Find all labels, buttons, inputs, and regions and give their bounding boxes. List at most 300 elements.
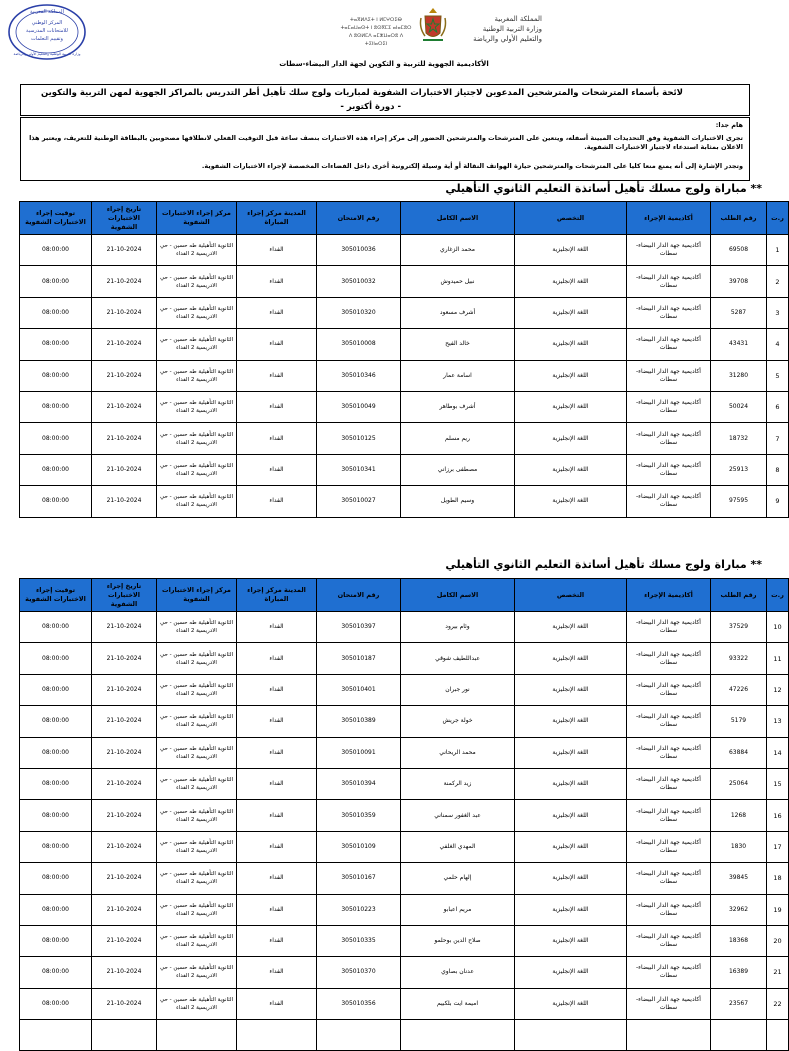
cell-academy: أكاديمية جهة الدار البيضاء- سطات <box>627 863 711 894</box>
stamp-line5: وزارة التربية الوطنية والتعليم الأولي والرياضة <box>13 52 81 56</box>
cell-specialty: اللغة الإنجليزية <box>515 360 627 391</box>
cell-rank: 11 <box>767 643 789 674</box>
table-row <box>20 894 789 925</box>
cell-city: الفداء <box>237 988 317 1019</box>
cell-oral-time: 08:00:00 <box>20 768 92 799</box>
cell-specialty: اللغة الإنجليزية <box>515 643 627 674</box>
cell-request-number <box>711 1020 767 1051</box>
cell-rank: 5 <box>767 360 789 391</box>
cell-full-name: نور جبران <box>401 674 515 705</box>
table-row <box>20 612 789 643</box>
table-row <box>20 674 789 705</box>
cell-oral-date: 21-10-2024 <box>92 297 157 328</box>
cell-rank: 17 <box>767 831 789 862</box>
cell-city: الفداء <box>237 612 317 643</box>
cell-academy: أكاديمية جهة الدار البيضاء- سطات <box>627 360 711 391</box>
cell-oral-time: 08:00:00 <box>20 706 92 737</box>
cell-oral-time: 08:00:00 <box>20 674 92 705</box>
table-row <box>20 297 789 328</box>
cell-oral-date: 21-10-2024 <box>92 988 157 1019</box>
cell-academy: أكاديمية جهة الدار البيضاء- سطات <box>627 706 711 737</box>
cell-specialty: اللغة الإنجليزية <box>515 800 627 831</box>
cell-city: الفداء <box>237 266 317 297</box>
cell-exam-number: 305010335 <box>317 925 401 956</box>
cell-oral-center <box>157 1020 237 1051</box>
cell-full-name: صلاح الدين بوحلمو <box>401 925 515 956</box>
cell-academy: أكاديمية جهة الدار البيضاء- سطات <box>627 768 711 799</box>
note-paragraph-1: تجرى الاختبارات الشفوية وفق التحديدات المبينة أسفله، ويتعين على المترشحات والمترشحين الحضور إلى مركز إجراء هذه الاختبارات بنصف ساعة قبل التوقيت الفعلي لانطلاقها مصحوبين بالبطاقة الوطنية للتعريف، ويعتبر هذا الاعلان بمثابة استدعاء لاجتياز الاختبارات الشفوية. <box>29 134 743 151</box>
cell-full-name: المهدي الغلفي <box>401 831 515 862</box>
cell-oral-date <box>92 1020 157 1051</box>
cell-oral-center: الثانوية التأهيلية طه حسين - حي الادريسية 2 الفداء <box>157 925 237 956</box>
cell-exam-number: 305010356 <box>317 988 401 1019</box>
cell-rank <box>767 1020 789 1051</box>
table-row <box>20 266 789 297</box>
arabic-line1: المملكة المغربية <box>494 15 542 23</box>
cell-request-number: 37529 <box>711 612 767 643</box>
column-header: تاريخ إجراء الاختبارات الشفوية <box>92 579 157 612</box>
cell-oral-center: الثانوية التأهيلية طه حسين - حي الادريسية 2 الفداء <box>157 800 237 831</box>
logo-arabic <box>452 14 542 44</box>
cell-rank: 6 <box>767 391 789 422</box>
cell-oral-date: 21-10-2024 <box>92 894 157 925</box>
cell-exam-number: 305010401 <box>317 674 401 705</box>
cell-full-name: عدنان بصاوي <box>401 957 515 988</box>
cell-oral-time: 08:00:00 <box>20 831 92 862</box>
cell-specialty: اللغة الإنجليزية <box>515 894 627 925</box>
cell-exam-number: 305010397 <box>317 612 401 643</box>
cell-specialty: اللغة الإنجليزية <box>515 612 627 643</box>
cell-oral-date: 21-10-2024 <box>92 235 157 266</box>
cell-full-name: خولة جريش <box>401 706 515 737</box>
column-header: ر.ت <box>767 202 789 235</box>
cell-request-number: 93322 <box>711 643 767 674</box>
cell-full-name: محمد الزغاري <box>401 235 515 266</box>
cell-request-number: 5179 <box>711 706 767 737</box>
cell-oral-time: 08:00:00 <box>20 297 92 328</box>
cell-specialty: اللغة الإنجليزية <box>515 266 627 297</box>
cell-oral-center: الثانوية التأهيلية طه حسين - حي الادريسية 2 الفداء <box>157 423 237 454</box>
cell-oral-date: 21-10-2024 <box>92 423 157 454</box>
cell-exam-number: 305010223 <box>317 894 401 925</box>
cell-exam-number: 305010394 <box>317 768 401 799</box>
column-header: مركز إجراء الاختبارات الشفوية <box>157 579 237 612</box>
cell-exam-number: 305010091 <box>317 737 401 768</box>
cell-request-number: 25064 <box>711 768 767 799</box>
cell-oral-center: الثانوية التأهيلية طه حسين - حي الادريسية 2 الفداء <box>157 643 237 674</box>
cell-academy <box>627 1020 711 1051</box>
tifinagh-line1: ⵜⴰⴳⵍⴷⵉⵜ ⵏ ⵍⵎⵖⵔⵉⴱ <box>350 17 402 23</box>
cell-specialty: اللغة الإنجليزية <box>515 863 627 894</box>
cell-rank: 22 <box>767 988 789 1019</box>
cell-specialty: اللغة الإنجليزية <box>515 391 627 422</box>
cell-request-number: 5287 <box>711 297 767 328</box>
cell-oral-center: الثانوية التأهيلية طه حسين - حي الادريسية 2 الفداء <box>157 831 237 862</box>
cell-city: الفداء <box>237 768 317 799</box>
cell-oral-date: 21-10-2024 <box>92 831 157 862</box>
cell-rank: 14 <box>767 737 789 768</box>
stamp-line3: للامتحانات المدرسية <box>26 28 68 34</box>
cell-city: الفداء <box>237 297 317 328</box>
logo-tifinagh <box>340 16 412 48</box>
cell-academy: أكاديمية جهة الدار البيضاء- سطات <box>627 925 711 956</box>
column-header: رقم الامتحان <box>317 579 401 612</box>
cell-exam-number: 305010359 <box>317 800 401 831</box>
cell-academy: أكاديمية جهة الدار البيضاء- سطات <box>627 957 711 988</box>
cell-specialty: اللغة الإنجليزية <box>515 706 627 737</box>
cell-oral-center: الثانوية التأهيلية طه حسين - حي الادريسية 2 الفداء <box>157 454 237 485</box>
cell-specialty: اللغة الإنجليزية <box>515 957 627 988</box>
cell-oral-date: 21-10-2024 <box>92 800 157 831</box>
cell-oral-time: 08:00:00 <box>20 454 92 485</box>
section-title-2: ** مباراة ولوج مسلك تأهيل أساتذة التعليم الثانوي التأهيلي <box>445 558 762 571</box>
cell-rank: 13 <box>767 706 789 737</box>
cell-full-name: عبد الغفور سمناني <box>401 800 515 831</box>
column-header: الاسم الكامل <box>401 579 515 612</box>
cell-full-name: محمد الريحاني <box>401 737 515 768</box>
table-header-row <box>20 202 789 235</box>
cell-oral-date: 21-10-2024 <box>92 863 157 894</box>
cell-oral-time: 08:00:00 <box>20 643 92 674</box>
column-header: التخصص <box>515 202 627 235</box>
cell-city: الفداء <box>237 454 317 485</box>
stamp-line1: المملكة المغربية <box>30 9 64 15</box>
document-title: لائحة بأسماء المترشحات والمترشحين المدعوين لاجتياز الاختبارات الشفوية لمباريات ولوج سلك تأهيل أطر التدريس بالمراكز الجهوية لمهن التربية والتكوين <box>40 88 683 98</box>
cell-oral-date: 21-10-2024 <box>92 674 157 705</box>
cell-full-name: وسيم الطويل <box>401 486 515 517</box>
cell-city <box>237 1020 317 1051</box>
table-row <box>20 329 789 360</box>
cell-oral-center: الثانوية التأهيلية طه حسين - حي الادريسية 2 الفداء <box>157 391 237 422</box>
table-row <box>20 486 789 517</box>
cell-oral-time: 08:00:00 <box>20 863 92 894</box>
cell-specialty: اللغة الإنجليزية <box>515 768 627 799</box>
cell-oral-time: 08:00:00 <box>20 612 92 643</box>
cell-full-name: إلهام حلمي <box>401 863 515 894</box>
cell-exam-number: 305010125 <box>317 423 401 454</box>
candidates-table-1 <box>19 201 789 518</box>
table-row <box>20 423 789 454</box>
table-row <box>20 957 789 988</box>
cell-request-number: 43431 <box>711 329 767 360</box>
cell-oral-center: الثانوية التأهيلية طه حسين - حي الادريسية 2 الفداء <box>157 674 237 705</box>
cell-specialty: اللغة الإنجليزية <box>515 486 627 517</box>
cell-oral-date: 21-10-2024 <box>92 454 157 485</box>
cell-oral-time <box>20 1020 92 1051</box>
cell-full-name: وئام بيرود <box>401 612 515 643</box>
cell-request-number: 18732 <box>711 423 767 454</box>
cell-city: الفداء <box>237 800 317 831</box>
cell-city: الفداء <box>237 894 317 925</box>
cell-oral-time: 08:00:00 <box>20 800 92 831</box>
cell-academy: أكاديمية جهة الدار البيضاء- سطات <box>627 643 711 674</box>
cell-rank: 9 <box>767 486 789 517</box>
cell-city: الفداء <box>237 957 317 988</box>
cell-oral-date: 21-10-2024 <box>92 706 157 737</box>
important-note <box>20 117 750 181</box>
cell-academy: أكاديمية جهة الدار البيضاء- سطات <box>627 329 711 360</box>
cell-academy: أكاديمية جهة الدار البيضاء- سطات <box>627 674 711 705</box>
cell-oral-center: الثانوية التأهيلية طه حسين - حي الادريسية 2 الفداء <box>157 957 237 988</box>
column-header: التخصص <box>515 579 627 612</box>
table-row <box>20 391 789 422</box>
cell-city: الفداء <box>237 674 317 705</box>
cell-oral-center: الثانوية التأهيلية طه حسين - حي الادريسية 2 الفداء <box>157 612 237 643</box>
cell-exam-number: 305010036 <box>317 235 401 266</box>
cell-oral-center: الثانوية التأهيلية طه حسين - حي الادريسية 2 الفداء <box>157 235 237 266</box>
academy-line: الأكاديمية الجهوية للتربية و التكوين لجهة الدار البيضاء-سطات <box>279 60 489 68</box>
cell-rank: 12 <box>767 674 789 705</box>
cell-exam-number: 305010320 <box>317 297 401 328</box>
cell-oral-time: 08:00:00 <box>20 423 92 454</box>
section-title-1: ** مباراة ولوج مسلك تأهيل أساتذة التعليم الثانوي التأهيلي <box>445 182 762 195</box>
cell-full-name: اسامة عمار <box>401 360 515 391</box>
column-header: توقيت إجراء الاختبارات الشفوية <box>20 202 92 235</box>
cell-full-name: عبداللطيف شوقي <box>401 643 515 674</box>
table-row <box>20 737 789 768</box>
cell-oral-center: الثانوية التأهيلية طه حسين - حي الادريسية 2 الفداء <box>157 266 237 297</box>
cell-exam-number: 305010032 <box>317 266 401 297</box>
coat-of-arms-icon <box>418 6 448 46</box>
cell-rank: 8 <box>767 454 789 485</box>
cell-city: الفداء <box>237 706 317 737</box>
cell-rank: 20 <box>767 925 789 956</box>
document-title-box <box>20 84 750 116</box>
cell-full-name: أشرف مسعود <box>401 297 515 328</box>
cell-specialty: اللغة الإنجليزية <box>515 329 627 360</box>
cell-city: الفداء <box>237 235 317 266</box>
cell-oral-center: الثانوية التأهيلية طه حسين - حي الادريسية 2 الفداء <box>157 360 237 391</box>
cell-request-number: 18368 <box>711 925 767 956</box>
tifinagh-line3: ⴷ ⵓⵙⵍⵎⴷ ⴰⵎⵣⵡⴰⵔⵓ ⴷ ⵜⵉⵏⵏⴰⵔⵉⵏ <box>348 33 404 47</box>
cell-rank: 7 <box>767 423 789 454</box>
cell-oral-time: 08:00:00 <box>20 329 92 360</box>
cell-city: الفداء <box>237 391 317 422</box>
cell-rank: 4 <box>767 329 789 360</box>
arabic-line2: وزارة التربية الوطنية <box>482 25 542 33</box>
cell-oral-center: الثانوية التأهيلية طه حسين - حي الادريسية 2 الفداء <box>157 894 237 925</box>
cell-city: الفداء <box>237 643 317 674</box>
cell-full-name: أشرف بوطاهر <box>401 391 515 422</box>
column-header: المدينة مركز إجراء المباراة <box>237 579 317 612</box>
cell-rank: 3 <box>767 297 789 328</box>
table-row <box>20 454 789 485</box>
table-row <box>20 800 789 831</box>
cell-oral-center: الثانوية التأهيلية طه حسين - حي الادريسية 2 الفداء <box>157 988 237 1019</box>
cell-oral-center: الثانوية التأهيلية طه حسين - حي الادريسية 2 الفداء <box>157 706 237 737</box>
cell-oral-time: 08:00:00 <box>20 925 92 956</box>
column-header: توقيت إجراء الاختبارات الشفوية <box>20 579 92 612</box>
cell-city: الفداء <box>237 329 317 360</box>
cell-oral-date: 21-10-2024 <box>92 266 157 297</box>
cell-specialty <box>515 1020 627 1051</box>
cell-exam-number: 305010027 <box>317 486 401 517</box>
cell-academy: أكاديمية جهة الدار البيضاء- سطات <box>627 894 711 925</box>
column-header: ر.ت <box>767 579 789 612</box>
cell-full-name <box>401 1020 515 1051</box>
cell-specialty: اللغة الإنجليزية <box>515 988 627 1019</box>
table-row <box>20 1020 789 1051</box>
column-header: أكاديمية الإجراء <box>627 202 711 235</box>
cell-academy: أكاديمية جهة الدار البيضاء- سطات <box>627 486 711 517</box>
cell-oral-date: 21-10-2024 <box>92 486 157 517</box>
cell-oral-center: الثانوية التأهيلية طه حسين - حي الادريسية 2 الفداء <box>157 863 237 894</box>
cell-request-number: 1268 <box>711 800 767 831</box>
cell-academy: أكاديمية جهة الدار البيضاء- سطات <box>627 391 711 422</box>
cell-exam-number <box>317 1020 401 1051</box>
cell-rank: 15 <box>767 768 789 799</box>
cell-full-name: خالد الفيح <box>401 329 515 360</box>
table-header-row <box>20 579 789 612</box>
cell-oral-time: 08:00:00 <box>20 486 92 517</box>
note-paragraph-2: وتجدر الإشارة إلى أنه يمنع منعا كليا على المترشحات والمترشحين حيازة الهواتف النقالة أو أية وسيلة إلكترونية أخرى داخل الفضاءات المخصصة لإجراء الاختبارات الشفوية. <box>201 162 743 170</box>
cell-full-name: اميمة ايت بلكبيم <box>401 988 515 1019</box>
cell-specialty: اللغة الإنجليزية <box>515 423 627 454</box>
cell-academy: أكاديمية جهة الدار البيضاء- سطات <box>627 800 711 831</box>
cell-city: الفداء <box>237 925 317 956</box>
cell-rank: 18 <box>767 863 789 894</box>
cell-full-name: نبيل حميدوش <box>401 266 515 297</box>
cell-exam-number: 305010346 <box>317 360 401 391</box>
cell-exam-number: 305010341 <box>317 454 401 485</box>
table-row <box>20 988 789 1019</box>
cell-oral-time: 08:00:00 <box>20 391 92 422</box>
candidates-table-2 <box>19 578 789 1051</box>
official-stamp <box>6 2 88 62</box>
cell-request-number: 97595 <box>711 486 767 517</box>
cell-exam-number: 305010370 <box>317 957 401 988</box>
cell-full-name: ريم مسلم <box>401 423 515 454</box>
cell-oral-time: 08:00:00 <box>20 988 92 1019</box>
cell-request-number: 69508 <box>711 235 767 266</box>
cell-specialty: اللغة الإنجليزية <box>515 925 627 956</box>
cell-exam-number: 305010109 <box>317 831 401 862</box>
cell-academy: أكاديمية جهة الدار البيضاء- سطات <box>627 988 711 1019</box>
cell-exam-number: 305010187 <box>317 643 401 674</box>
table-row <box>20 768 789 799</box>
cell-request-number: 31280 <box>711 360 767 391</box>
cell-request-number: 47226 <box>711 674 767 705</box>
cell-oral-date: 21-10-2024 <box>92 957 157 988</box>
cell-specialty: اللغة الإنجليزية <box>515 674 627 705</box>
cell-request-number: 1830 <box>711 831 767 862</box>
column-header: المدينة مركز إجراء المباراة <box>237 202 317 235</box>
cell-oral-center: الثانوية التأهيلية طه حسين - حي الادريسية 2 الفداء <box>157 486 237 517</box>
cell-request-number: 50024 <box>711 391 767 422</box>
table-row <box>20 925 789 956</box>
cell-request-number: 39845 <box>711 863 767 894</box>
cell-specialty: اللغة الإنجليزية <box>515 737 627 768</box>
cell-oral-time: 08:00:00 <box>20 894 92 925</box>
cell-oral-time: 08:00:00 <box>20 737 92 768</box>
cell-oral-time: 08:00:00 <box>20 235 92 266</box>
table-row <box>20 360 789 391</box>
cell-request-number: 32962 <box>711 894 767 925</box>
cell-exam-number: 305010008 <box>317 329 401 360</box>
cell-city: الفداء <box>237 423 317 454</box>
table-row <box>20 706 789 737</box>
cell-oral-date: 21-10-2024 <box>92 737 157 768</box>
cell-rank: 1 <box>767 235 789 266</box>
tifinagh-line2: ⵜⴰⵎⴰⵡⴰⵙⵜ ⵏ ⵓⵙⴳⵎⵉ ⴰⵏⴰⵎⵓⵔ <box>340 25 412 31</box>
cell-academy: أكاديمية جهة الدار البيضاء- سطات <box>627 423 711 454</box>
cell-oral-date: 21-10-2024 <box>92 391 157 422</box>
cell-full-name: مريم اعبابو <box>401 894 515 925</box>
cell-exam-number: 305010049 <box>317 391 401 422</box>
cell-rank: 2 <box>767 266 789 297</box>
cell-oral-center: الثانوية التأهيلية طه حسين - حي الادريسية 2 الفداء <box>157 768 237 799</box>
ministry-logo <box>340 6 590 56</box>
cell-specialty: اللغة الإنجليزية <box>515 454 627 485</box>
column-header: الاسم الكامل <box>401 202 515 235</box>
cell-academy: أكاديمية جهة الدار البيضاء- سطات <box>627 235 711 266</box>
cell-city: الفداء <box>237 486 317 517</box>
column-header: مركز إجراء الاختبارات الشفوية <box>157 202 237 235</box>
cell-rank: 19 <box>767 894 789 925</box>
arabic-line3: والتعليم الأولي والرياضة <box>473 35 542 43</box>
table-row <box>20 863 789 894</box>
cell-oral-date: 21-10-2024 <box>92 612 157 643</box>
cell-academy: أكاديمية جهة الدار البيضاء- سطات <box>627 266 711 297</box>
table-row <box>20 643 789 674</box>
cell-oral-date: 21-10-2024 <box>92 329 157 360</box>
cell-request-number: 23567 <box>711 988 767 1019</box>
cell-specialty: اللغة الإنجليزية <box>515 831 627 862</box>
cell-oral-time: 08:00:00 <box>20 266 92 297</box>
cell-rank: 21 <box>767 957 789 988</box>
cell-city: الفداء <box>237 863 317 894</box>
table-row <box>20 831 789 862</box>
cell-rank: 16 <box>767 800 789 831</box>
cell-oral-time: 08:00:00 <box>20 957 92 988</box>
cell-academy: أكاديمية جهة الدار البيضاء- سطات <box>627 831 711 862</box>
cell-oral-center: الثانوية التأهيلية طه حسين - حي الادريسية 2 الفداء <box>157 297 237 328</box>
note-heading: هام جدا: <box>715 121 743 129</box>
cell-academy: أكاديمية جهة الدار البيضاء- سطات <box>627 297 711 328</box>
column-header: تاريخ إجراء الاختبارات الشفوية <box>92 202 157 235</box>
column-header: رقم الامتحان <box>317 202 401 235</box>
cell-city: الفداء <box>237 831 317 862</box>
cell-oral-date: 21-10-2024 <box>92 360 157 391</box>
cell-academy: أكاديمية جهة الدار البيضاء- سطات <box>627 612 711 643</box>
cell-specialty: اللغة الإنجليزية <box>515 297 627 328</box>
cell-rank: 10 <box>767 612 789 643</box>
cell-academy: أكاديمية جهة الدار البيضاء- سطات <box>627 454 711 485</box>
cell-specialty: اللغة الإنجليزية <box>515 235 627 266</box>
cell-city: الفداء <box>237 360 317 391</box>
cell-request-number: 16389 <box>711 957 767 988</box>
cell-oral-date: 21-10-2024 <box>92 925 157 956</box>
cell-full-name: زيد الركمنة <box>401 768 515 799</box>
cell-request-number: 63884 <box>711 737 767 768</box>
cell-oral-center: الثانوية التأهيلية طه حسين - حي الادريسية 2 الفداء <box>157 329 237 360</box>
cell-exam-number: 305010167 <box>317 863 401 894</box>
cell-oral-date: 21-10-2024 <box>92 768 157 799</box>
cell-oral-date: 21-10-2024 <box>92 643 157 674</box>
table-row <box>20 235 789 266</box>
document-session: - دورة أكتوبر - <box>340 102 401 112</box>
cell-oral-time: 08:00:00 <box>20 360 92 391</box>
stamp-line4: وتقييم التعلمات <box>31 36 63 42</box>
cell-oral-center: الثانوية التأهيلية طه حسين - حي الادريسية 2 الفداء <box>157 737 237 768</box>
cell-full-name: مصطفى برزاني <box>401 454 515 485</box>
stamp-line2: المركز الوطني <box>31 20 63 26</box>
cell-academy: أكاديمية جهة الدار البيضاء- سطات <box>627 737 711 768</box>
column-header: رقم الطلب <box>711 202 767 235</box>
cell-city: الفداء <box>237 737 317 768</box>
cell-exam-number: 305010389 <box>317 706 401 737</box>
cell-request-number: 39708 <box>711 266 767 297</box>
